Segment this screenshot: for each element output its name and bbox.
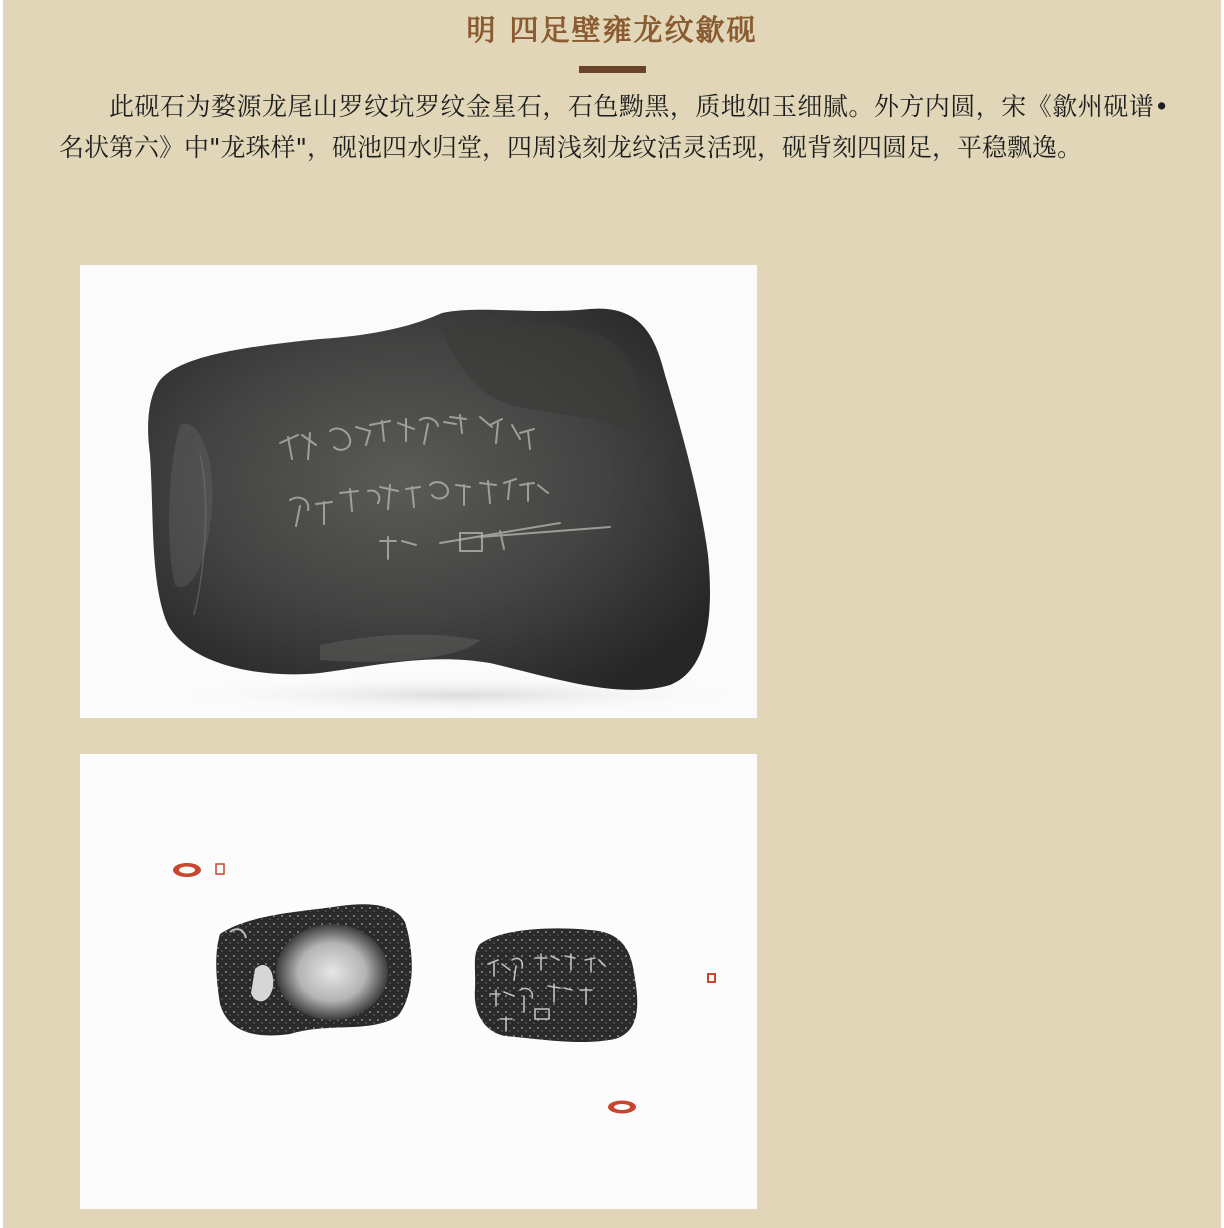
rubbing-front [216, 904, 412, 1035]
rubbing-back [475, 928, 637, 1042]
seal-bottom-right [608, 1101, 636, 1114]
seal-top-left [173, 863, 224, 877]
inkstone-photo[interactable] [80, 265, 757, 718]
article-description: 此砚石为婺源龙尾山罗纹坑罗纹金星石，石色黝黑，质地如玉细腻。外方内圆，宋《歙州砚谱•名状第六》中"龙珠样"，砚池四水归堂，四周浅刻龙纹活灵活现，砚背刻四圆足，平稳飘逸。 [59, 92, 1169, 162]
article-panel [3, 0, 1221, 1228]
title-divider [579, 66, 646, 73]
inkstone-rubbing-photo[interactable] [80, 754, 757, 1209]
article-title: 明 四足壁雍龙纹歙砚 [466, 13, 758, 47]
inkstone-back-image [80, 265, 757, 718]
inkstone-rubbing-image [80, 754, 757, 1209]
